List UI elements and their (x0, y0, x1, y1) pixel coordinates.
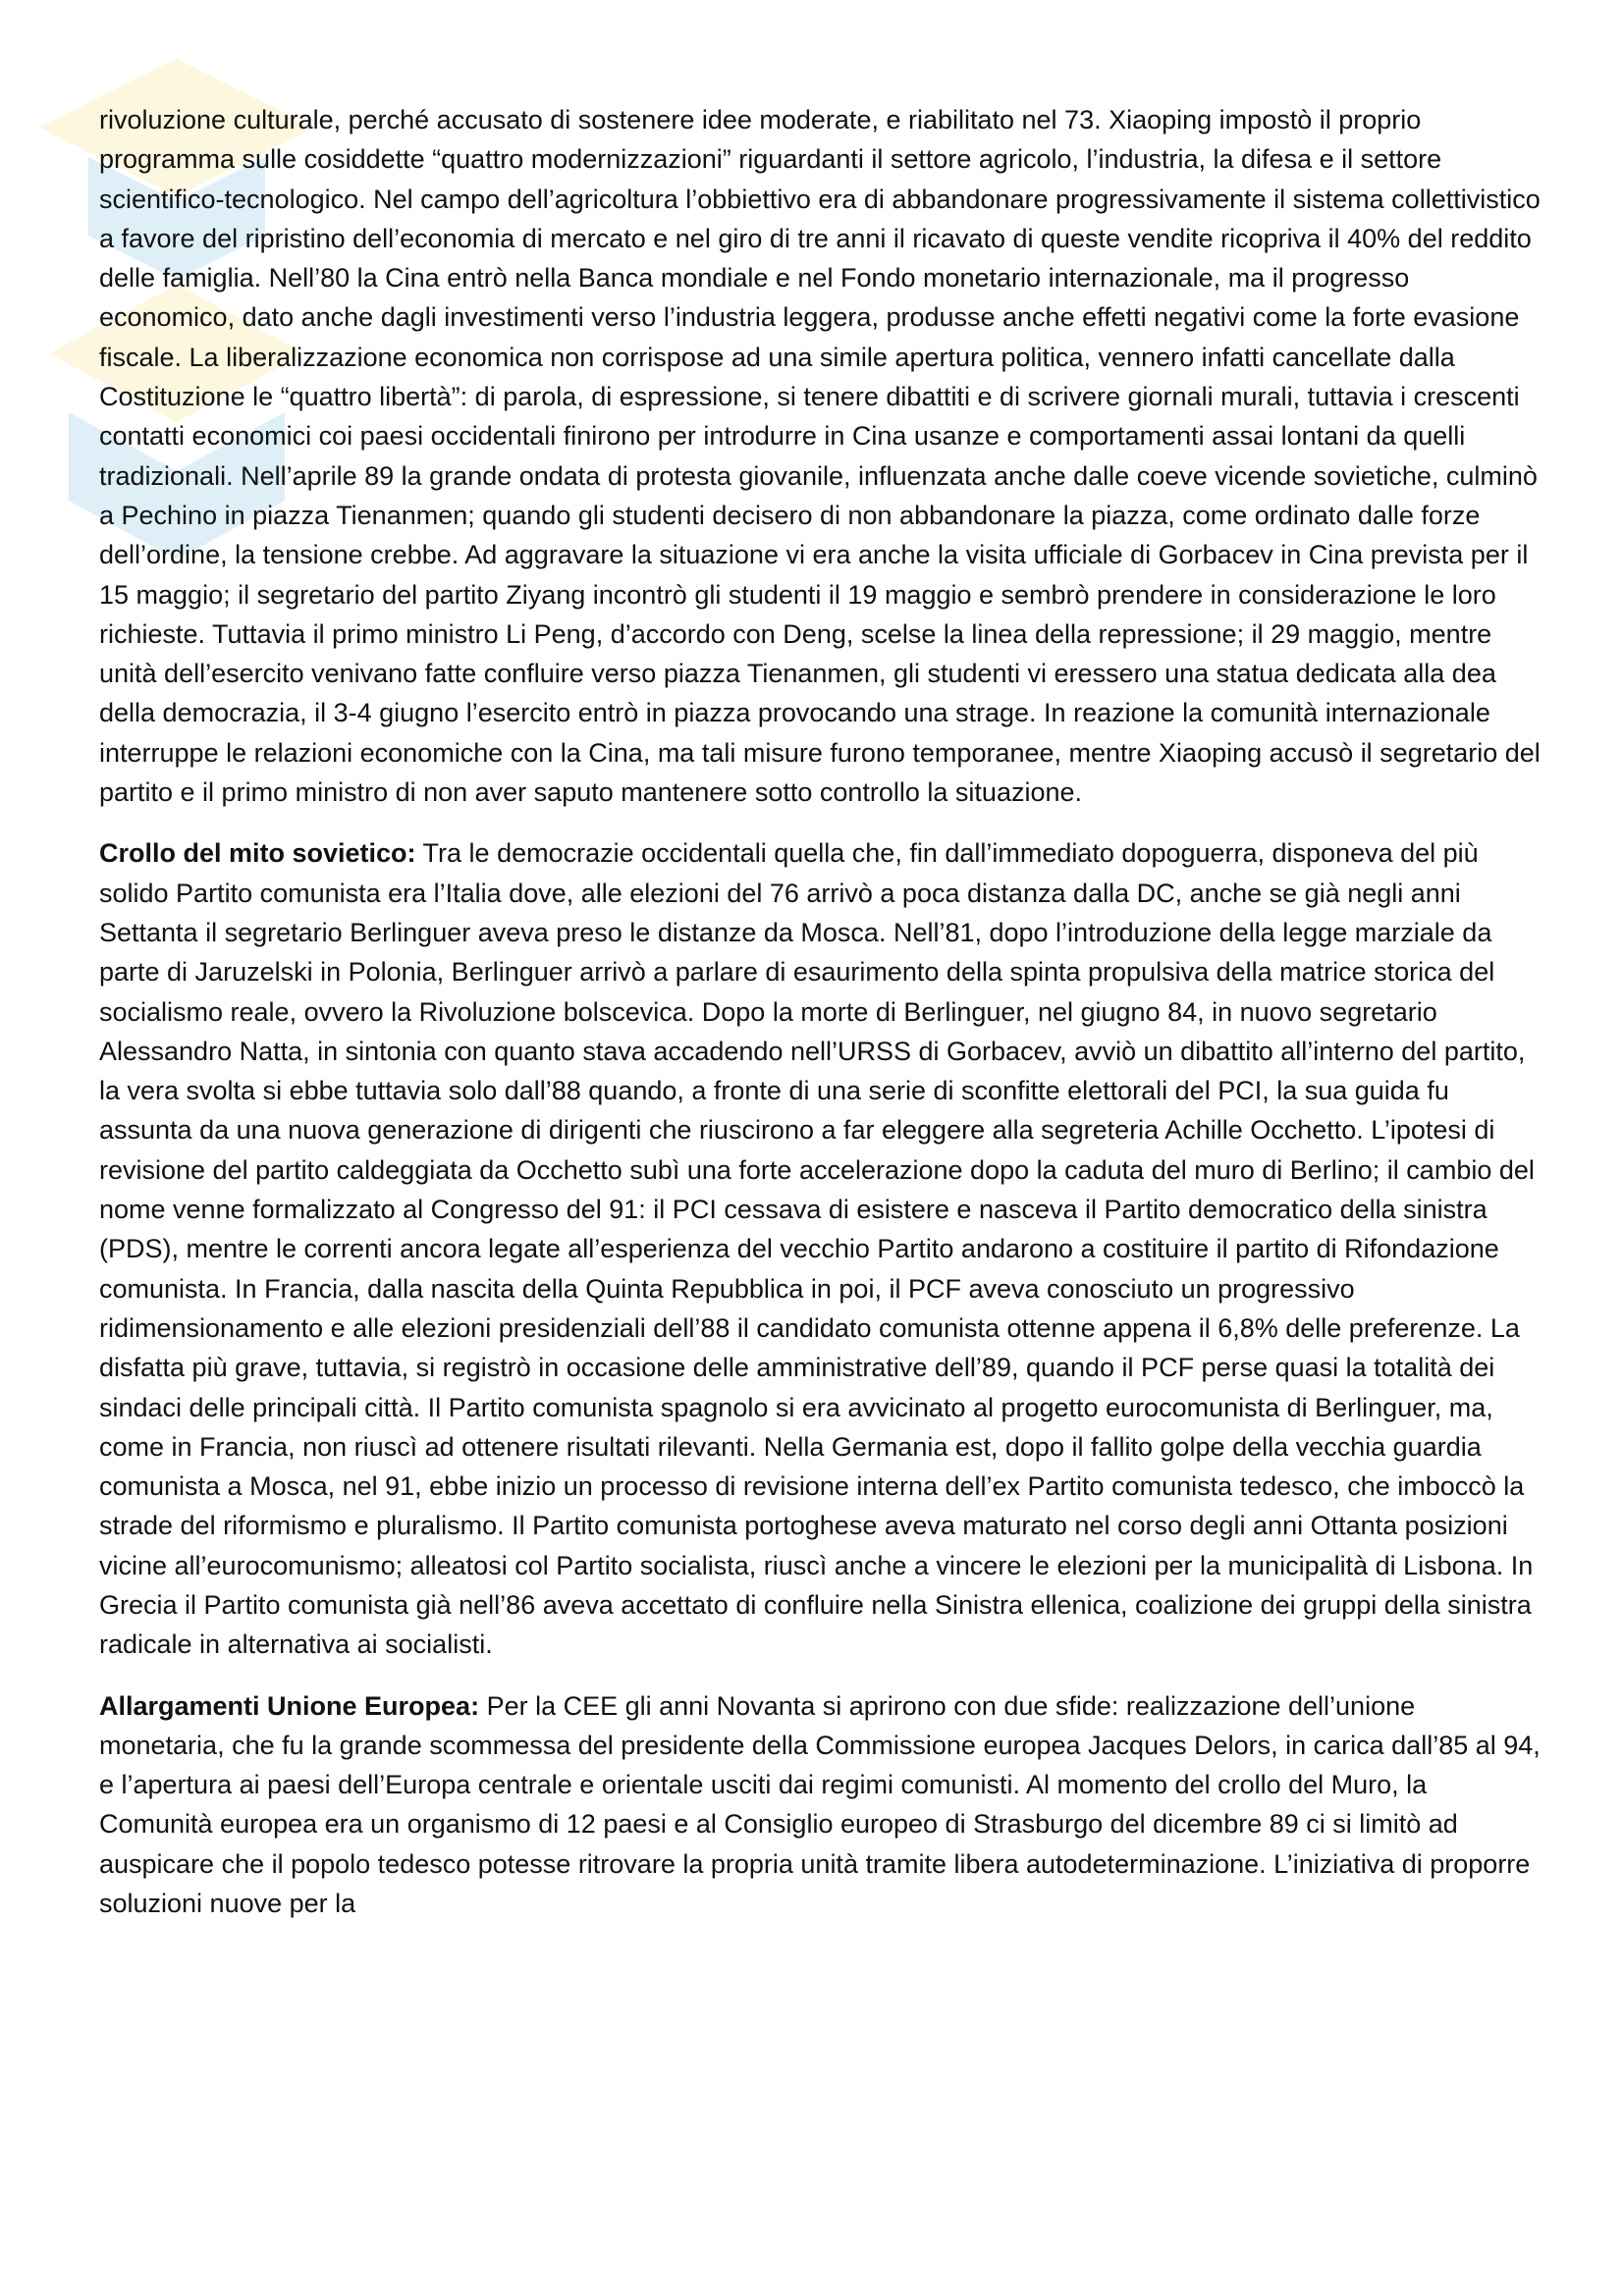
paragraph-crollo-mito-sovietico (99, 833, 1547, 1664)
paragraph-text: Per la CEE gli anni Novanta si aprirono con due sfide: realizzazione dell’unione monetaria, che fu la grande scommessa del presidente della Commissione europea Jacques Delors, in carica dall’85 al 94, e l’apertura ai paesi dell’Europa centrale e orientale usciti dai regimi comunisti. Al momento del crollo del Muro, la Comunità europea era un organismo di 12 paesi e al Consiglio europeo di Strasburgo del dicembre 89 ci si limitò ad auspicare che il popolo tedesco potesse ritrovare la propria unità tramite libera autodeterminazione. L’iniziativa di proporre soluzioni nuove per la (99, 1690, 1541, 1919)
section-heading: Crollo del mito sovietico: (99, 838, 416, 869)
paragraph-text: rivoluzione culturale, perché accusato di sostenere idee moderate, e riabilitato nel 73. Xiaoping impostò il proprio programma sulle cosiddette “quattro modernizzazioni” riguardanti il settore agricolo, l’industria, la difesa e il settore scientifico-tecnologico. Nel campo dell’agricoltura l’obbiettivo era di abbandonare progressivamente il sistema collettivistico a favore del ripristino dell’economia di mercato e nel giro di tre anni il ricavato di queste vendite ricopriva il 40% del reddito delle famiglia. Nell’80 la Cina entrò nella Banca mondiale e nel Fondo monetario internazionale, ma il progresso economico, dato anche dagli investimenti verso l’industria leggera, produsse anche effetti negativi come la forte evasione fiscale. La liberalizzazione economica non corrispose ad una simile apertura politica, vennero infatti cancellate dalla Costituzione le “quattro libertà”: di parola, di espressione, si tenere dibattiti e di scrivere giornali murali, tuttavia i crescenti contatti economici coi paesi occidentali finirono per introdurre in Cina usanze e comportamenti assai lontani da quelli tradizionali. Nell’aprile 89 la grande ondata di protesta giovanile, influenzata anche dalle coeve vicende sovietiche, culminò a Pechino in piazza Tienanmen; quando gli studenti decisero di non abbandonare la piazza, come ordinato dalle forze dell’ordine, la tensione crebbe. Ad aggravare la situazione vi era anche la visita ufficiale di Gorbacev in Cina prevista per il 15 maggio; il segretario del partito Ziyang incontrò gli studenti il 19 maggio e sembrò prendere in considerazione le loro richieste. Tuttavia il primo ministro Li Peng, d’accordo con Deng, scelse la linea della repressione; il 29 maggio, mentre unità dell’esercito venivano fatte confluire verso piazza Tienanmen, gli studenti vi eressero una statua dedicata alla dea della democrazia, il 3-4 giugno l’esercito entrò in piazza provocando una strage. In reazione la comunità internazionale interruppe le relazioni economiche con la Cina, ma tali misure furono temporanee, mentre Xiaoping accusò il segretario del partito e il primo ministro di non aver saputo mantenere sotto controllo la situazione. (99, 105, 1541, 808)
paragraph-text: Tra le democrazie occidentali quella che, fin dall’immediato dopoguerra, disponeva del più solido Partito comunista era l’Italia dove, alle elezioni del 76 arrivò a poca distanza dalla DC, anche se già negli anni Settanta il segretario Berlinguer aveva preso le distanze da Mosca. Nell’81, dopo l’introduzione della legge marziale da parte di Jaruzelski in Polonia, Berlinguer arrivò a parlare di esaurimento della spinta propulsiva della matrice storica del socialismo reale, ovvero la Rivoluzione bolscevica. Dopo la morte di Berlinguer, nel giugno 84, in nuovo segretario Alessandro Natta, in sintonia con quanto stava accadendo nell’URSS di Gorbacev, avviò un dibattito all’interno del partito, la vera svolta si ebbe tuttavia solo dall’88 quando, a fronte di una serie di sconfitte elettorali del PCI, la sua guida fu assunta da una nuova generazione di dirigenti che riuscirono a far eleggere alla segreteria Achille Occhetto. L’ipotesi di revisione del partito caldeggiata da Occhetto subì una forte accelerazione dopo la caduta del muro di Berlino; il cambio del nome venne formalizzato al Congresso del 91: il PCI cessava di esistere e nasceva il Partito democratico della sinistra (PDS), mentre le correnti ancora legate all’esperienza del vecchio Partito andarono a costituire il partito di Rifondazione comunista. In Francia, dalla nascita della Quinta Repubblica in poi, il PCF aveva conosciuto un progressivo ridimensionamento e alle elezioni presidenziali dell’88 il candidato comunista ottenne appena il 6,8% delle preferenze. La disfatta più grave, tuttavia, si registrò in occasione delle amministrative dell’89, quando il PCF perse quasi la totalità dei sindaci delle principali città. Il Partito comunista spagnolo si era avvicinato al progetto eurocomunista di Berlinguer, ma, come in Francia, non riuscì ad ottenere risultati rilevanti. Nella Germania est, dopo il fallito golpe della vecchia guardia comunista a Mosca, nel 91, ebbe inizio un processo di revisione interna dell’ex Partito comunista tedesco, che imboccò la strade del riformismo e pluralismo. Il Partito comunista portoghese aveva maturato nel corso degli anni Ottanta posizioni vicine all’eurocomunismo; alleatosi col Partito socialista, riuscì anche a vincere le elezioni per la municipalità di Lisbona. In Grecia il Partito comunista già nell’86 aveva accettato di confluire nella Sinistra ellenica, coalizione dei gruppi della sinistra radicale in alternativa ai socialisti. (99, 838, 1535, 1660)
paragraph-allargamenti-unione-europea (99, 1686, 1547, 1924)
section-heading: Allargamenti Unione Europea: (99, 1690, 480, 1721)
paragraph-cina (99, 100, 1547, 812)
document-body (99, 100, 1547, 1945)
